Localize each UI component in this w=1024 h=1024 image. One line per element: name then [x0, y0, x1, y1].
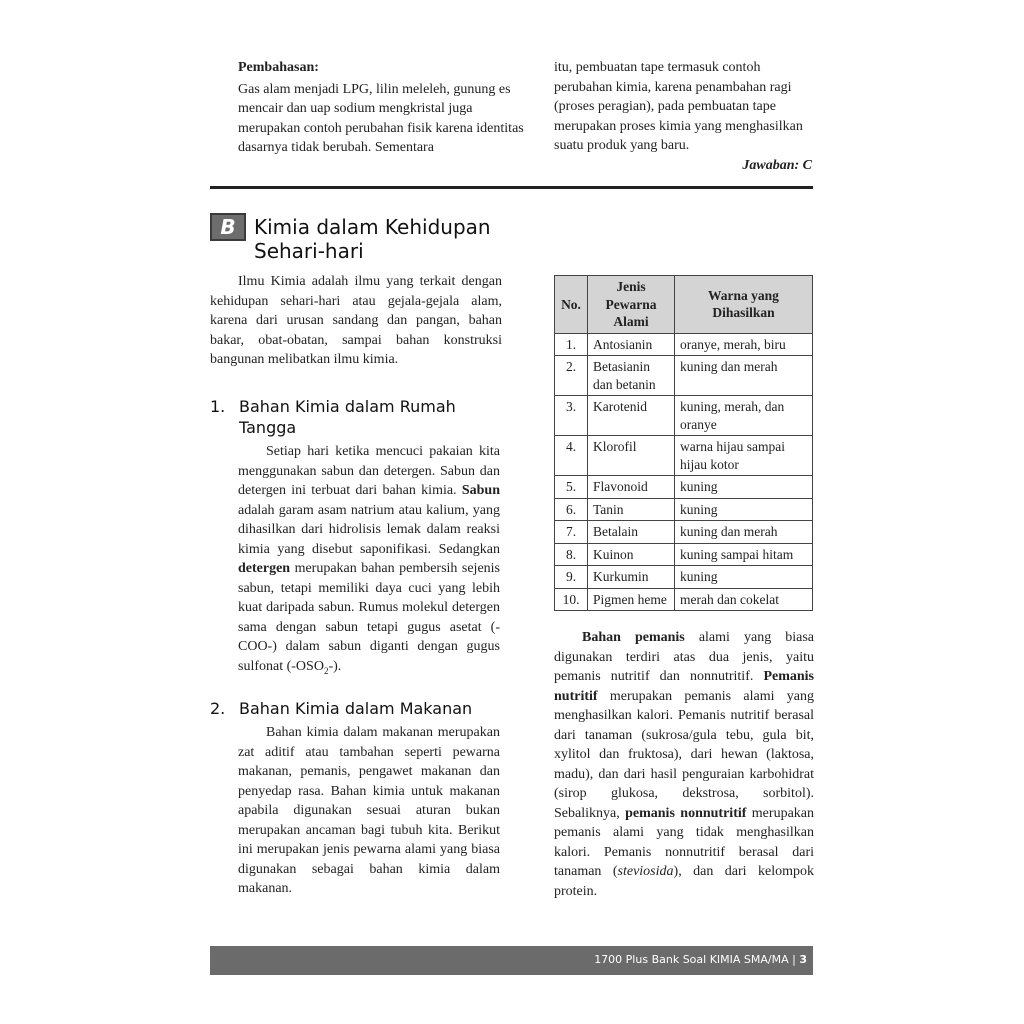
section-title: Kimia dalam Kehidupan Sehari-hari — [254, 215, 491, 263]
cell-no: 6. — [555, 498, 588, 521]
cell-pigment: Betalain — [588, 521, 675, 544]
table-row — [555, 498, 813, 521]
cell-color: kuning — [675, 566, 813, 589]
sweetener-text-3: merupakan pemanis alami yang tidak menghasilkan kalori. Pemanis nonnutritif berasal dari tanaman ( — [554, 805, 814, 879]
discussion-right-text: itu, pembuatan tape termasuk contoh perubahan kimia, karena penambahan ragi (proses peragian), pada pembuatan tape merupakan proses kimia yang menghasilkan suatu produk yang baru. — [554, 60, 803, 153]
subsection-2-heading — [210, 698, 502, 722]
term-pemanis-nutritif: Pemanis nutritif — [554, 669, 814, 704]
sweetener-text-4: ), dan dari kelompok protein. — [554, 864, 814, 899]
page-number: 3 — [799, 953, 807, 966]
term-pemanis-nonnutritif: pemanis nonnutritif — [625, 805, 747, 821]
subsection-1-text-c: merupakan bahan pembersih sejenis sabun, tetapi memiliki daya cuci yang lebih kuat daripada sabun. Rumus molekul detergen sama dengan sabun tetapi gugus asetat (-COO-) dalam sabun diganti dengan gugus sulfonat (-OSO — [238, 561, 500, 674]
subsection-1-text-a: Setiap hari ketika mencuci pakaian kita menggunakan sabun dan detergen. Sabun dan detergen ini terbuat dari bahan kimia. — [238, 444, 500, 498]
cell-pigment: Karotenid — [588, 396, 675, 436]
cell-pigment: Antosianin — [588, 333, 675, 356]
header-no: No. — [555, 276, 588, 334]
cell-color: kuning — [675, 476, 813, 499]
term-steviosida: steviosida — [617, 864, 674, 879]
subsection-2-title: Bahan Kimia dalam Makanan — [239, 699, 473, 718]
cell-color: kuning — [675, 498, 813, 521]
cell-pigment: Klorofil — [588, 436, 675, 476]
table-row — [555, 436, 813, 476]
header-pigment: Jenis Pewarna Alami — [588, 276, 675, 334]
sweetener-text-2: merupakan pemanis alami yang menghasilkan kalori. Pemanis nutritif berasal dari tanaman (sukrosa/gula tebu, gula bit, xylitol dan fruktosa), dari hewan (laktosa, madu), dan dari hasil penguraian karbohidrat (sirop glukosa, dekstrosa, sorbitol). Sebaliknya, — [554, 688, 814, 821]
cell-no: 7. — [555, 521, 588, 544]
discussion-heading: Pembahasan: — [238, 60, 319, 75]
section-badge: B — [210, 213, 246, 241]
sweetener-paragraph — [554, 628, 814, 901]
table-row — [555, 521, 813, 544]
cell-color: kuning dan merah — [675, 521, 813, 544]
footer-bar — [210, 946, 813, 975]
subscript-2: 2 — [323, 665, 329, 676]
cell-no: 9. — [555, 566, 588, 589]
cell-color: merah dan cokelat — [675, 588, 813, 611]
answer-label: Jawaban: C — [742, 158, 812, 173]
cell-color: warna hijau sampai hijau kotor — [675, 436, 813, 476]
section-intro: Ilmu Kimia adalah ilmu yang terkait dengan kehidupan sehari-hari atau gejala-gejala alam, karena dari urusan sandang dan pangan, bahan bakar, obat-obatan, sampai bahan konstruksi bangunan melibatkan ilmu kimia. — [210, 274, 502, 367]
cell-no: 8. — [555, 543, 588, 566]
cell-no: 2. — [555, 356, 588, 396]
cell-no: 10. — [555, 588, 588, 611]
cell-no: 3. — [555, 396, 588, 436]
table-row — [555, 476, 813, 499]
cell-pigment: Pigmen heme — [588, 588, 675, 611]
table-row — [555, 588, 813, 611]
cell-color: kuning sampai hitam — [675, 543, 813, 566]
subsection-2-number: 2. — [210, 699, 226, 718]
cell-color: kuning dan merah — [675, 356, 813, 396]
term-sabun: Sabun — [461, 483, 500, 498]
cell-no: 1. — [555, 333, 588, 356]
cell-pigment: Kurkumin — [588, 566, 675, 589]
table-row — [555, 356, 813, 396]
discussion-left-column — [238, 58, 528, 158]
cell-color: kuning, merah, dan oranye — [675, 396, 813, 436]
subsection-1-text-b: adalah garam asam natrium atau kalium, yang dihasilkan dari hidrolisis lemak dalam reaksi kimia yang disebut saponifikasi. Sedangkan — [238, 502, 500, 557]
cell-pigment: Tanin — [588, 498, 675, 521]
table-header-row — [555, 276, 813, 334]
sweetener-text-1: alami yang biasa digunakan terdiri atas dua jenis, yaitu pemanis nutritif dan nonnutritif. — [554, 630, 815, 684]
discussion-left-text: Gas alam menjadi LPG, lilin meleleh, gunung es mencair dan uap sodium mengkristal juga merupakan contoh perubahan fisik karena identitas dasarnya tidak berubah. Sementara — [238, 81, 524, 155]
table-row — [555, 333, 813, 356]
table-row — [555, 543, 813, 566]
subsection-2-body: Bahan kimia dalam makanan merupakan zat aditif atau tambahan seperti pewarna makanan, pemanis, pengawet makanan dan penyedap rasa. Bahan kimia untuk makanan apabila digunakan sesuai aturan bukan merupakan ancaman bagi tubuh kita. Berikut ini merupakan jenis pewarna alami yang biasa digunakan sebagai bahan kimia dalam makanan. — [238, 725, 500, 896]
cell-pigment: Betasianin dan betanin — [588, 356, 675, 396]
header-color: Warna yang Dihasilkan — [675, 276, 813, 334]
cell-no: 4. — [555, 436, 588, 476]
pigment-table — [554, 275, 813, 611]
subsection-1-heading — [210, 396, 502, 440]
subsection-1-title: Bahan Kimia dalam Rumah Tangga — [239, 397, 456, 437]
term-bahan-pemanis: Bahan pemanis — [582, 630, 685, 645]
subsection-1-text-end: -). — [328, 658, 342, 674]
cell-pigment: Kuinon — [588, 543, 675, 566]
footer-book-title: 1700 Plus Bank Soal KIMIA SMA/MA | — [594, 953, 796, 966]
subsection-1-number: 1. — [210, 397, 226, 416]
term-detergen: detergen — [238, 561, 291, 576]
table-row — [555, 566, 813, 589]
subsection-1-body — [238, 442, 500, 681]
table-row — [555, 396, 813, 436]
cell-color: oranye, merah, biru — [675, 333, 813, 356]
section-divider — [210, 186, 813, 189]
cell-no: 5. — [555, 476, 588, 499]
cell-pigment: Flavonoid — [588, 476, 675, 499]
footer-text — [594, 953, 807, 966]
